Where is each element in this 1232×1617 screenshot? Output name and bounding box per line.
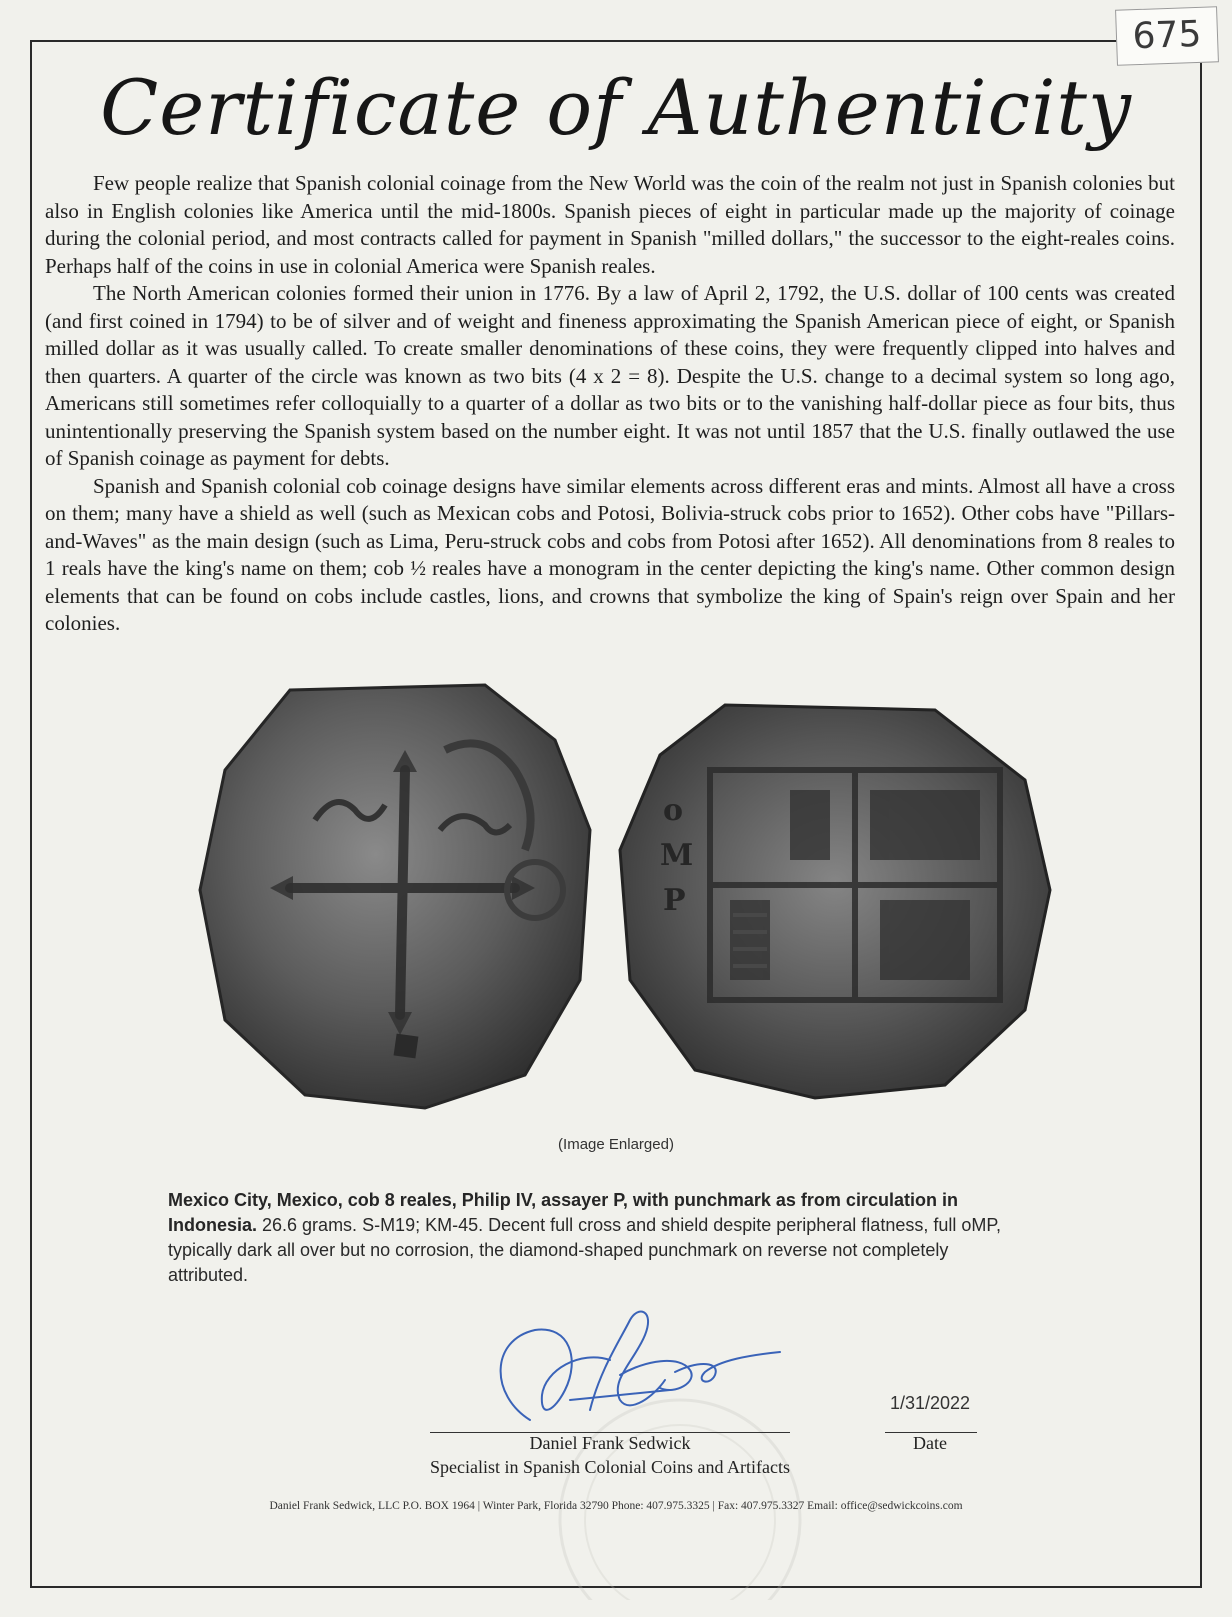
reverse-letter-o: o	[663, 793, 684, 828]
reverse-letter-p: P	[663, 883, 686, 918]
paragraph-us-dollar: The North American colonies formed their union in 1776. By a law of April 2, 1792, the U.S. dollar of 100 cents was created (and first coined in 1794) to be of silver and of weight and fineness approximating the Spanish American piece of eight, or Spanish milled dollar as it was usually called. To create smaller denominations of these coins, they were frequently clipped into halves and then quarters. A quarter of the circle was known as two bits (4 x 2 = 8). Despite the U.S. change to a decimal system so long ago, Americans still sometimes refer colloquially to a quarter of a dollar as two bits or to the vanishing half-dollar piece as four bits, thus unintentionally preserving the Spanish system based on the number eight. It was not until 1857 that the U.S. finally outlawed the use of Spanish coinage as payment for debts.	[45, 281, 1175, 470]
coin-description	[168, 1188, 1028, 1288]
signer-title: Specialist in Spanish Colonial Coins and Artifacts	[430, 1457, 790, 1477]
paragraph-colonial-coinage: Few people realize that Spanish colonial coinage from the New World was the coin of the realm not just in Spanish colonies but also in English colonies like America until the mid-1800s. Spanish pieces of eight in particular made up the majority of coinage during the colonial period, and most contracts called for payment in Spanish "milled dollars," the successor to the eight-reales coins. Perhaps half of the coins in use in colonial America were Spanish reales.	[45, 171, 1175, 278]
coin-obverse-image	[195, 680, 595, 1110]
footer-contact: Daniel Frank Sedwick, LLC P.O. BOX 1964 | Winter Park, Florida 32790 Phone: 407.975.3325 | Fax: 407.975.3327 Email: office@sedwickcoins.com	[269, 1500, 963, 1512]
paragraph-cob-designs: Spanish and Spanish colonial cob coinage designs have similar elements across different eras and mints. Almost all have a cross on them; many have a shield as well (such as Mexican cobs and Potosi, Bolivia-struck cobs prior to 1652). Other cobs have "Pillars-and-Waves" as the main design (such as Lima, Peru-struck cobs and cobs from Potosi after 1652). All denominations from 8 reales to 1 reals have the king's name on them; cob ½ reales have a monogram in the center depicting the king's name. Other common design elements that can be found on cobs include castles, lions, and crowns that symbolize the king of Spain's reign over Spain and her colonies.	[45, 473, 1175, 635]
description-heading: Mexico City, Mexico, cob 8 reales, Philip IV, assayer P, with punchmark as from circulation in Indonesia.	[168, 1190, 958, 1235]
date-label: Date	[913, 1433, 947, 1453]
image-caption: (Image Enlarged)	[558, 1136, 674, 1153]
description-text: 26.6 grams. S-M19; KM-45. Decent full cross and shield despite peripheral flatness, full oMP, typically dark all over but no corrosion, the diamond-shaped punchmark on reverse not completely attributed.	[168, 1215, 1002, 1285]
coin-reverse-image	[615, 700, 1055, 1100]
coin-images	[195, 680, 1075, 1110]
certificate-title: Certificate of Authenticity	[100, 63, 1132, 152]
lot-number-sticker: 675	[1115, 6, 1219, 66]
reverse-letter-m: M	[660, 838, 694, 873]
intro-text	[45, 170, 1175, 638]
signature-image	[470, 1300, 800, 1440]
date-value: 1/31/2022	[889, 1393, 971, 1413]
signer-name: Daniel Frank Sedwick	[529, 1433, 691, 1453]
